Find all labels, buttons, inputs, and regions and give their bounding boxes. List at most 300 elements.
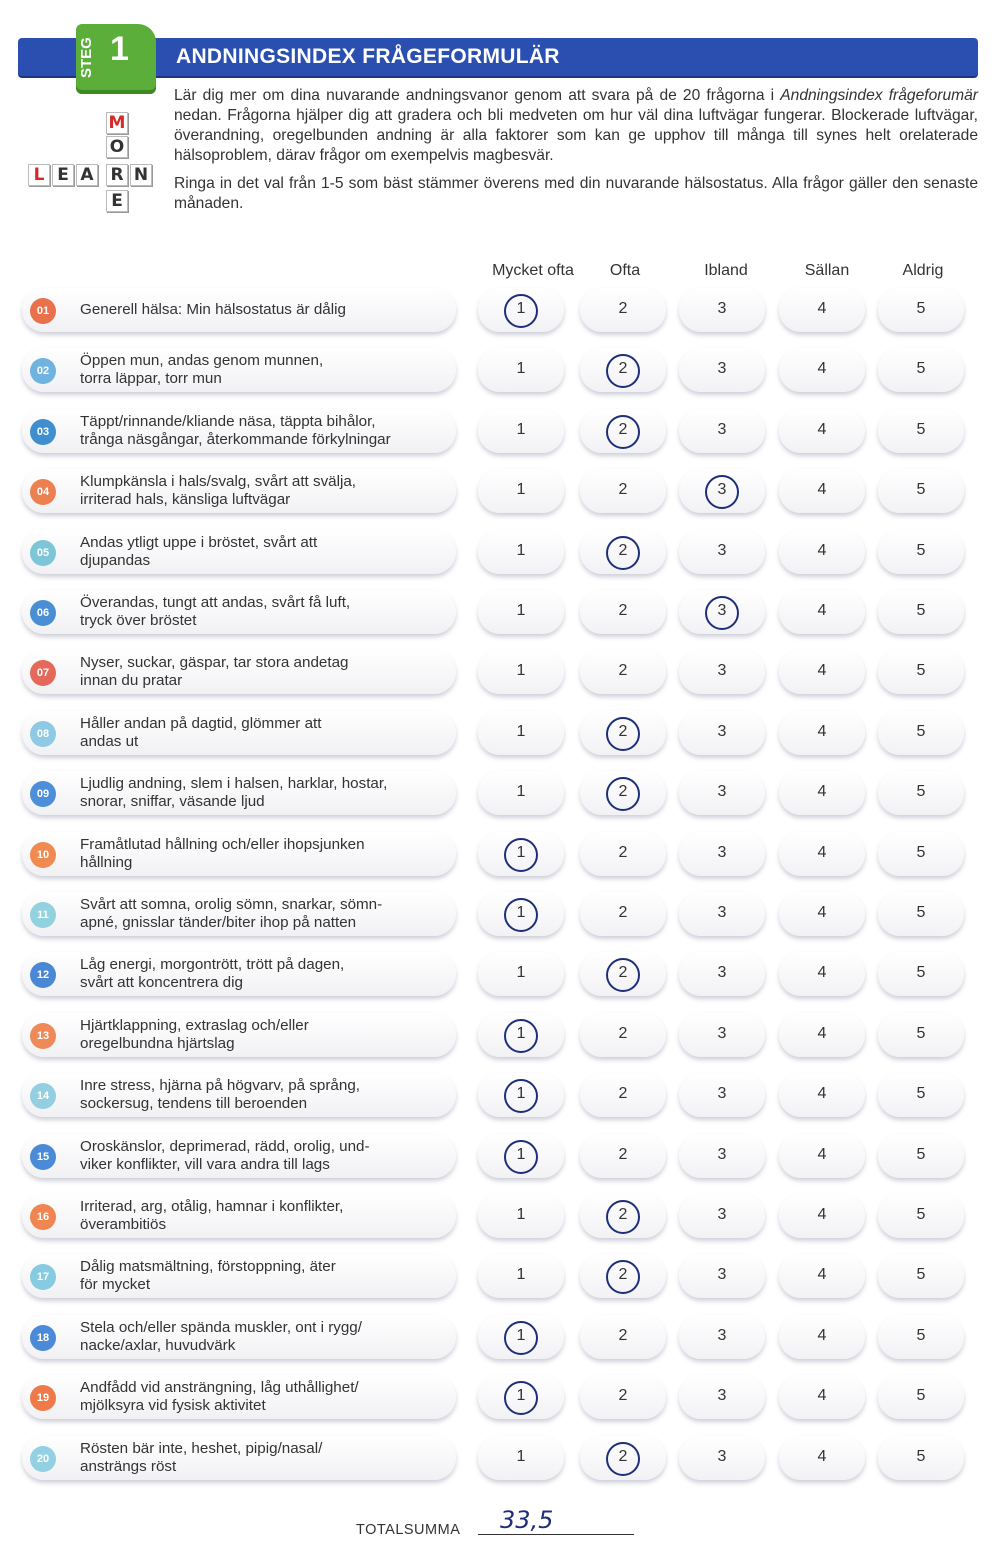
question-text <box>80 1138 450 1174</box>
answer-option-5[interactable] <box>878 1134 964 1178</box>
answer-option-value: 2 <box>618 844 628 861</box>
question-line-1: Rösten bär inte, heshet, pipig/nasal/ <box>80 1440 323 1457</box>
question-line-1: Öppen mun, andas genom munnen, <box>80 352 324 369</box>
answer-option-4[interactable] <box>779 832 865 876</box>
question-text <box>80 956 450 992</box>
answer-option-value: 3 <box>717 783 727 800</box>
question-text <box>80 1258 450 1294</box>
answer-option-4[interactable] <box>779 1194 865 1238</box>
answer-option-3[interactable] <box>679 771 765 815</box>
answer-option-value: 2 <box>618 481 628 498</box>
question-line-1: Andfådd vid ansträngning, låg uthållighet/ <box>80 1379 359 1396</box>
question-number-badge: 12 <box>30 962 56 988</box>
answer-option-value: 1 <box>516 723 526 740</box>
selected-answer-circle <box>606 1200 640 1234</box>
question-line-1: Inre stress, hjärna på högvarv, på språng, <box>80 1077 360 1094</box>
answer-option-1[interactable] <box>478 288 564 332</box>
answer-option-value: 2 <box>618 662 628 679</box>
answer-option-3[interactable] <box>679 288 765 332</box>
answer-option-5[interactable] <box>878 469 964 513</box>
answer-option-value: 5 <box>916 1146 926 1163</box>
selected-answer-circle <box>606 958 640 992</box>
question-row <box>22 409 456 453</box>
question-text <box>80 1198 450 1234</box>
answer-option-value: 5 <box>916 783 926 800</box>
question-text <box>80 413 450 449</box>
answer-option-value: 4 <box>817 1327 827 1344</box>
answer-option-value: 1 <box>516 904 526 921</box>
logo-tile: E <box>52 164 74 186</box>
column-header-aldrig: Aldrig <box>902 262 944 279</box>
answer-option-4[interactable] <box>779 892 865 936</box>
answer-option-value: 5 <box>916 1206 926 1223</box>
answer-option-2[interactable] <box>580 1013 666 1057</box>
total-label: TOTALSUMMA <box>356 1522 461 1538</box>
answer-option-value: 5 <box>916 421 926 438</box>
question-line-2: irriterad hals, känsliga luftvägar <box>80 491 291 508</box>
logo-tile: O <box>106 136 128 158</box>
answer-option-4[interactable] <box>779 1013 865 1057</box>
answer-option-1[interactable] <box>478 1013 564 1057</box>
answer-option-value: 5 <box>916 904 926 921</box>
question-text <box>80 654 450 690</box>
answer-option-2[interactable] <box>580 288 666 332</box>
question-row <box>22 1194 456 1238</box>
answer-option-value: 1 <box>516 1448 526 1465</box>
answer-option-4[interactable] <box>779 1436 865 1480</box>
question-line-1: Överandas, tungt att andas, svårt få luft, <box>80 594 351 611</box>
answer-option-value: 5 <box>916 360 926 377</box>
selected-answer-circle <box>504 838 538 872</box>
answer-option-4[interactable] <box>779 530 865 574</box>
column-header-mycket-ofta: Mycket ofta <box>492 262 574 279</box>
answer-option-4[interactable] <box>779 590 865 634</box>
form-name-emphasis: Andningsindex frågeforumär <box>780 87 978 104</box>
answer-option-5[interactable] <box>878 1375 964 1419</box>
question-line-2: överambitiös <box>80 1216 167 1233</box>
answer-option-4[interactable] <box>779 288 865 332</box>
question-number-badge: 19 <box>30 1385 56 1411</box>
answer-option-2[interactable] <box>580 1436 666 1480</box>
answer-option-value: 4 <box>817 1146 827 1163</box>
answer-option-value: 3 <box>717 542 727 559</box>
answer-option-value: 4 <box>817 481 827 498</box>
selected-answer-circle <box>504 1321 538 1355</box>
answer-option-1[interactable] <box>478 1375 564 1419</box>
question-text <box>80 352 450 388</box>
question-line-2: tryck över bröstet <box>80 612 197 629</box>
selected-answer-circle <box>504 294 538 328</box>
answer-option-3[interactable] <box>679 1194 765 1238</box>
question-number-badge: 08 <box>30 721 56 747</box>
answer-option-value: 3 <box>717 360 727 377</box>
answer-option-2[interactable] <box>580 892 666 936</box>
answer-option-2[interactable] <box>580 832 666 876</box>
question-text <box>80 1379 450 1415</box>
question-row <box>22 771 456 815</box>
selected-answer-circle <box>504 1079 538 1113</box>
answer-option-value: 5 <box>916 1387 926 1404</box>
answer-option-value: 3 <box>717 1266 727 1283</box>
answer-option-value: 4 <box>817 723 827 740</box>
answer-option-value: 5 <box>916 1448 926 1465</box>
answer-option-value: 1 <box>516 662 526 679</box>
answer-option-3[interactable] <box>679 1254 765 1298</box>
answer-option-4[interactable] <box>779 409 865 453</box>
answer-option-1[interactable] <box>478 952 564 996</box>
question-line-2: apné, gnisslar tänder/biter ihop på natten <box>80 914 357 931</box>
answer-option-value: 4 <box>817 904 827 921</box>
answer-option-value: 4 <box>817 360 827 377</box>
answer-option-value: 2 <box>618 602 628 619</box>
answer-option-2[interactable] <box>580 771 666 815</box>
answer-option-1[interactable] <box>478 711 564 755</box>
answer-option-2[interactable] <box>580 1375 666 1419</box>
question-number-badge: 16 <box>30 1204 56 1230</box>
answer-option-3[interactable] <box>679 711 765 755</box>
question-number-badge: 17 <box>30 1264 56 1290</box>
answer-option-2[interactable] <box>580 469 666 513</box>
question-line-2: hållning <box>80 854 133 871</box>
intro-paragraph-1 <box>174 86 978 166</box>
answer-option-value: 3 <box>717 1327 727 1344</box>
question-text <box>80 1440 450 1476</box>
answer-option-2[interactable] <box>580 348 666 392</box>
question-row <box>22 1375 456 1419</box>
answer-option-value: 4 <box>817 964 827 981</box>
answer-option-value: 2 <box>618 723 628 740</box>
question-text <box>80 896 450 932</box>
answer-option-5[interactable] <box>878 590 964 634</box>
answer-option-3[interactable] <box>679 952 765 996</box>
answer-option-value: 4 <box>817 1266 827 1283</box>
answer-option-5[interactable] <box>878 530 964 574</box>
question-text <box>80 775 450 811</box>
answer-option-value: 2 <box>618 1387 628 1404</box>
answer-option-5[interactable] <box>878 1436 964 1480</box>
answer-option-value: 1 <box>516 481 526 498</box>
answer-option-4[interactable] <box>779 1073 865 1117</box>
answer-option-3[interactable] <box>679 1073 765 1117</box>
selected-answer-circle <box>504 898 538 932</box>
question-number-badge: 03 <box>30 419 56 445</box>
question-number-badge: 20 <box>30 1446 56 1472</box>
question-row <box>22 892 456 936</box>
answer-option-4[interactable] <box>779 1134 865 1178</box>
answer-option-2[interactable] <box>580 1194 666 1238</box>
answer-option-3[interactable] <box>679 832 765 876</box>
answer-option-5[interactable] <box>878 1315 964 1359</box>
question-number-badge: 10 <box>30 842 56 868</box>
answer-option-value: 4 <box>817 1448 827 1465</box>
answer-option-4[interactable] <box>779 348 865 392</box>
answer-option-value: 2 <box>618 904 628 921</box>
selected-answer-circle <box>606 1442 640 1476</box>
question-line-2: ansträngs röst <box>80 1458 177 1475</box>
answer-option-value: 3 <box>717 421 727 438</box>
answer-option-3[interactable] <box>679 892 765 936</box>
question-row <box>22 952 456 996</box>
question-row <box>22 1134 456 1178</box>
question-line-1: Oroskänslor, deprimerad, rädd, orolig, und- <box>80 1138 370 1155</box>
answer-option-3[interactable] <box>679 650 765 694</box>
answer-option-value: 3 <box>717 1146 727 1163</box>
question-row <box>22 1436 456 1480</box>
selected-answer-circle <box>606 415 640 449</box>
answer-option-2[interactable] <box>580 1254 666 1298</box>
answer-option-1[interactable] <box>478 1073 564 1117</box>
answer-option-value: 5 <box>916 1085 926 1102</box>
column-header-ofta: Ofta <box>609 262 641 279</box>
answer-option-1[interactable] <box>478 530 564 574</box>
answer-option-5[interactable] <box>878 288 964 332</box>
answer-option-value: 5 <box>916 723 926 740</box>
selected-answer-circle <box>504 1140 538 1174</box>
answer-option-2[interactable] <box>580 409 666 453</box>
answer-option-value: 1 <box>516 1025 526 1042</box>
question-text <box>80 1077 450 1113</box>
question-number-badge: 07 <box>30 660 56 686</box>
selected-answer-circle <box>606 717 640 751</box>
answer-option-value: 4 <box>817 844 827 861</box>
answer-option-5[interactable] <box>878 650 964 694</box>
answer-option-value: 4 <box>817 662 827 679</box>
question-number-badge: 11 <box>30 902 56 928</box>
step-label: STEG <box>78 37 95 79</box>
answer-option-value: 2 <box>618 360 628 377</box>
logo-tile: M <box>106 112 128 134</box>
question-line-2: trånga näsgångar, återkommande förkylningar <box>80 431 391 448</box>
answer-option-3[interactable] <box>679 409 765 453</box>
answer-option-4[interactable] <box>779 711 865 755</box>
question-row <box>22 348 456 392</box>
question-number-badge: 09 <box>30 781 56 807</box>
answer-option-value: 3 <box>717 844 727 861</box>
answer-option-value: 5 <box>916 1327 926 1344</box>
answer-option-5[interactable] <box>878 1073 964 1117</box>
answer-option-5[interactable] <box>878 832 964 876</box>
answer-option-2[interactable] <box>580 1134 666 1178</box>
answer-option-1[interactable] <box>478 832 564 876</box>
answer-option-3[interactable] <box>679 1436 765 1480</box>
answer-option-value: 3 <box>717 300 727 317</box>
answer-option-4[interactable] <box>779 1315 865 1359</box>
selected-answer-circle <box>504 1019 538 1053</box>
question-line-2: oregelbundna hjärtslag <box>80 1035 235 1052</box>
answer-option-value: 3 <box>717 723 727 740</box>
answer-option-3[interactable] <box>679 590 765 634</box>
question-line-1: Irriterad, arg, otålig, hamnar i konflikter, <box>80 1198 344 1215</box>
answer-option-4[interactable] <box>779 952 865 996</box>
answer-option-value: 4 <box>817 542 827 559</box>
question-line-1: Framåtlutad hållning och/eller ihopsjunken <box>80 836 365 853</box>
question-number-badge: 06 <box>30 600 56 626</box>
answer-option-value: 4 <box>817 783 827 800</box>
question-number-badge: 02 <box>30 358 56 384</box>
question-text <box>80 1017 450 1053</box>
answer-option-2[interactable] <box>580 530 666 574</box>
question-row <box>22 1013 456 1057</box>
question-number-badge: 05 <box>30 540 56 566</box>
answer-option-1[interactable] <box>478 771 564 815</box>
question-text <box>80 715 450 751</box>
question-line-1: Hjärtklappning, extraslag och/eller <box>80 1017 309 1034</box>
answer-option-1[interactable] <box>478 1194 564 1238</box>
answer-option-value: 5 <box>916 1266 926 1283</box>
question-line-1: Håller andan på dagtid, glömmer att <box>80 715 322 732</box>
logo-tile: E <box>106 190 128 212</box>
answer-option-5[interactable] <box>878 1194 964 1238</box>
answer-option-value: 3 <box>717 1448 727 1465</box>
answer-option-3[interactable] <box>679 469 765 513</box>
answer-option-value: 2 <box>618 1085 628 1102</box>
answer-option-1[interactable] <box>478 1436 564 1480</box>
answer-option-value: 2 <box>618 1206 628 1223</box>
selected-answer-circle <box>606 777 640 811</box>
question-line-2: andas ut <box>80 733 139 750</box>
question-line-2: snorar, sniffar, väsande ljud <box>80 793 265 810</box>
answer-option-1[interactable] <box>478 469 564 513</box>
answer-option-2[interactable] <box>580 650 666 694</box>
answer-option-value: 1 <box>516 783 526 800</box>
column-header-sallan: Sällan <box>804 262 850 279</box>
answer-option-value: 3 <box>717 1206 727 1223</box>
answer-option-4[interactable] <box>779 771 865 815</box>
answer-option-3[interactable] <box>679 348 765 392</box>
question-line-1: Dålig matsmältning, förstoppning, äter <box>80 1258 336 1275</box>
answer-option-1[interactable] <box>478 892 564 936</box>
logo-tile: A <box>76 164 98 186</box>
question-number-badge: 15 <box>30 1144 56 1170</box>
learn-more-logo <box>22 108 162 218</box>
answer-option-5[interactable] <box>878 1254 964 1298</box>
answer-option-value: 4 <box>817 300 827 317</box>
answer-option-5[interactable] <box>878 771 964 815</box>
answer-option-3[interactable] <box>679 1134 765 1178</box>
answer-option-value: 1 <box>516 1206 526 1223</box>
answer-option-value: 5 <box>916 602 926 619</box>
question-line-2: djupandas <box>80 552 151 569</box>
answer-option-3[interactable] <box>679 530 765 574</box>
logo-tile: N <box>130 164 152 186</box>
intro-paragraph-2: Ringa in det val från 1-5 som bäst stämmer överens med din nuvarande hälsostatus. Alla frågor gäller den senaste månaden. <box>174 175 978 212</box>
answer-option-3[interactable] <box>679 1375 765 1419</box>
answer-option-value: 2 <box>618 783 628 800</box>
answer-option-value: 5 <box>916 662 926 679</box>
answer-option-4[interactable] <box>779 1375 865 1419</box>
total-value[interactable]: 33,5 <box>500 1506 554 1534</box>
answer-option-1[interactable] <box>478 590 564 634</box>
question-line-1: Svårt att somna, orolig sömn, snarkar, sömn- <box>80 896 383 913</box>
answer-option-5[interactable] <box>878 348 964 392</box>
answer-option-1[interactable] <box>478 1315 564 1359</box>
question-row <box>22 469 456 513</box>
question-line-2: nacke/axlar, huvudvärk <box>80 1337 236 1354</box>
answer-option-value: 5 <box>916 964 926 981</box>
selected-answer-circle <box>705 475 739 509</box>
answer-option-5[interactable] <box>878 1013 964 1057</box>
answer-option-value: 5 <box>916 300 926 317</box>
question-text <box>80 836 450 872</box>
question-row <box>22 1073 456 1117</box>
question-row <box>22 1315 456 1359</box>
answer-option-value: 1 <box>516 1146 526 1163</box>
answer-option-5[interactable] <box>878 711 964 755</box>
selected-answer-circle <box>606 1260 640 1294</box>
answer-option-2[interactable] <box>580 711 666 755</box>
answer-option-1[interactable] <box>478 1254 564 1298</box>
question-line-2: viker konflikter, vill vara andra till lags <box>80 1156 330 1173</box>
answer-option-2[interactable] <box>580 1315 666 1359</box>
answer-option-value: 5 <box>916 1025 926 1042</box>
answer-option-value: 2 <box>618 1327 628 1344</box>
answer-option-3[interactable] <box>679 1013 765 1057</box>
answer-option-value: 3 <box>717 662 727 679</box>
answer-option-1[interactable] <box>478 409 564 453</box>
answer-option-value: 1 <box>516 1266 526 1283</box>
question-line-1: Täppt/rinnande/kliande näsa, täppta bihålor, <box>80 413 376 430</box>
answer-option-value: 4 <box>817 1387 827 1404</box>
step-number: 1 <box>110 30 129 68</box>
selected-answer-circle <box>504 1381 538 1415</box>
answer-option-4[interactable] <box>779 1254 865 1298</box>
answer-option-2[interactable] <box>580 1073 666 1117</box>
answer-option-2[interactable] <box>580 952 666 996</box>
answer-option-1[interactable] <box>478 348 564 392</box>
answer-option-value: 3 <box>717 1085 727 1102</box>
question-text <box>80 1319 450 1355</box>
answer-option-value: 2 <box>618 300 628 317</box>
question-row <box>22 1254 456 1298</box>
question-number-badge: 18 <box>30 1325 56 1351</box>
answer-option-value: 4 <box>817 602 827 619</box>
answer-option-value: 1 <box>516 1327 526 1344</box>
question-number-badge: 01 <box>30 298 56 324</box>
answer-option-4[interactable] <box>779 650 865 694</box>
answer-option-5[interactable] <box>878 892 964 936</box>
answer-option-5[interactable] <box>878 409 964 453</box>
answer-option-1[interactable] <box>478 650 564 694</box>
question-row <box>22 530 456 574</box>
question-row <box>22 711 456 755</box>
question-text <box>80 301 450 319</box>
answer-option-value: 3 <box>717 964 727 981</box>
question-line-1: Klumpkänsla i hals/svalg, svårt att svälja, <box>80 473 357 490</box>
question-number-badge: 04 <box>30 479 56 505</box>
selected-answer-circle <box>606 354 640 388</box>
question-text <box>80 594 450 630</box>
question-line-1: Ljudlig andning, slem i halsen, harklar, hostar, <box>80 775 388 792</box>
answer-option-4[interactable] <box>779 469 865 513</box>
answer-option-value: 1 <box>516 1387 526 1404</box>
answer-option-2[interactable] <box>580 590 666 634</box>
question-line-2: svårt att koncentrera dig <box>80 974 243 991</box>
answer-option-value: 3 <box>717 904 727 921</box>
answer-option-value: 2 <box>618 1146 628 1163</box>
answer-option-3[interactable] <box>679 1315 765 1359</box>
answer-option-value: 2 <box>618 542 628 559</box>
question-line-1: Stela och/eller spända muskler, ont i rygg/ <box>80 1319 362 1336</box>
question-line-2: innan du pratar <box>80 672 183 689</box>
answer-option-1[interactable] <box>478 1134 564 1178</box>
answer-option-5[interactable] <box>878 952 964 996</box>
question-row <box>22 288 456 332</box>
question-line-1: Nyser, suckar, gäspar, tar stora andetag <box>80 654 349 671</box>
answer-option-value: 1 <box>516 1085 526 1102</box>
answer-option-value: 1 <box>516 964 526 981</box>
logo-tile: L <box>28 164 50 186</box>
answer-option-value: 1 <box>516 421 526 438</box>
